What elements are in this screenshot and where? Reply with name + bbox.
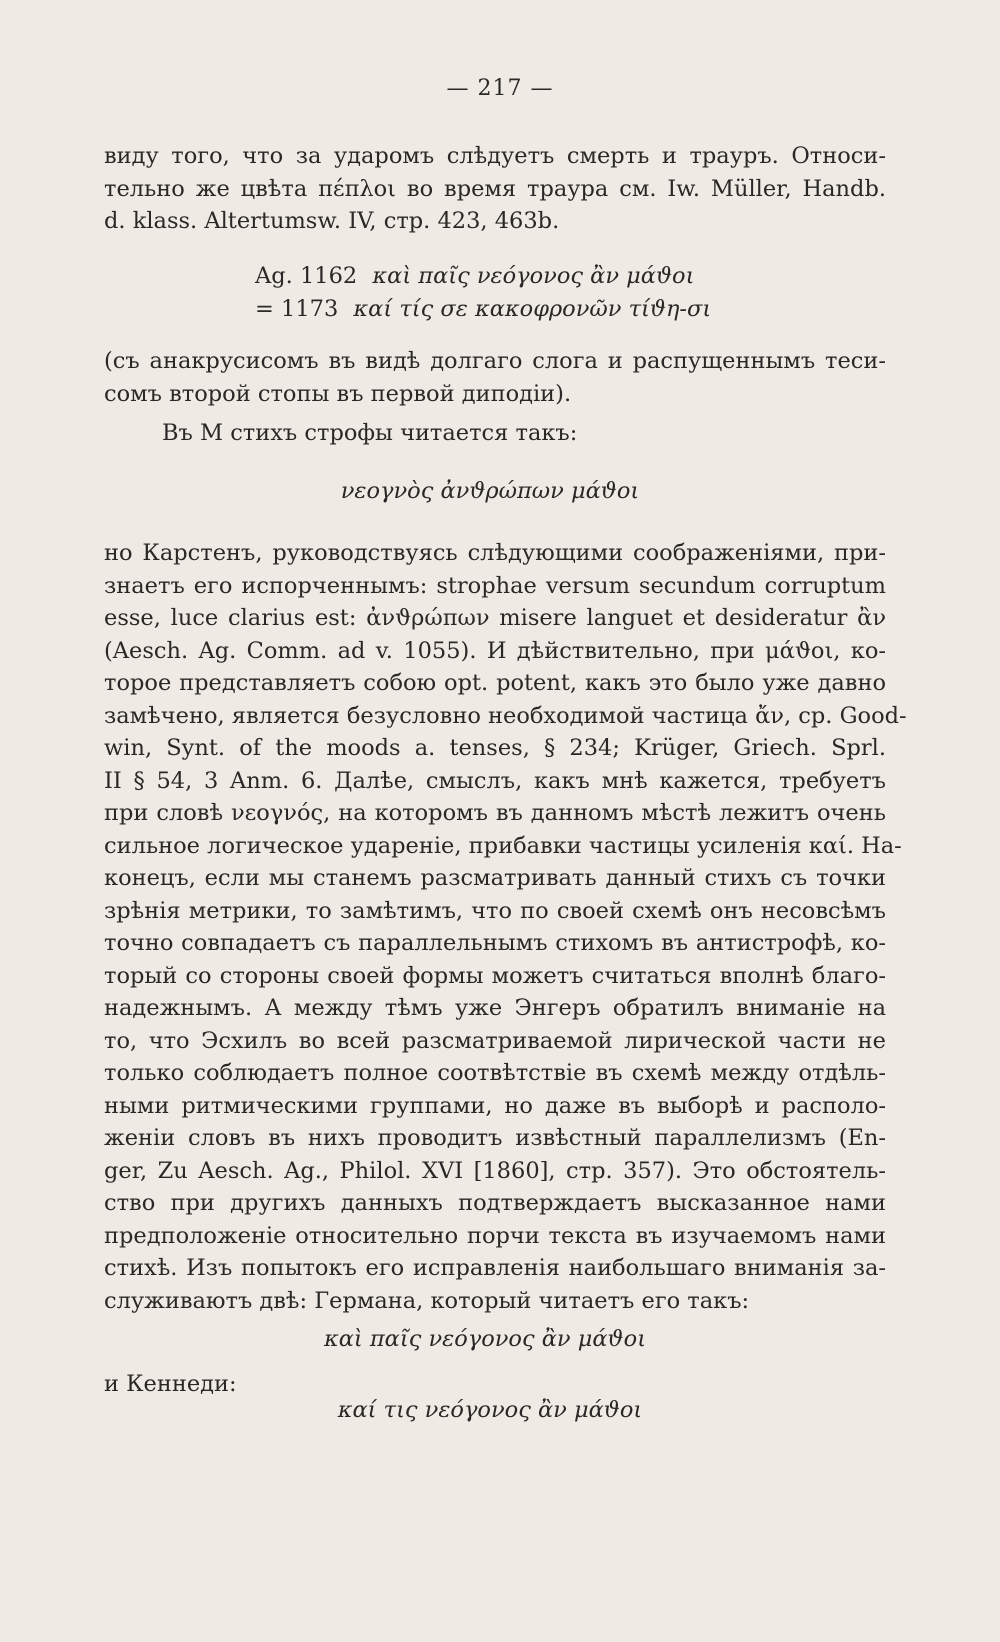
greek-text: καὶ παῖς νεόγονος ἂν μάϑοι [372,263,695,289]
paragraph-1 [104,140,886,238]
text-line: esse, luce clarius est: ἀνϑρώπων misere languet et desideratur ἂν [104,605,886,631]
page-number: — 217 — [446,76,554,101]
greek-quote-1: νεογνὸς ἀνϑρώπων μάϑοι [340,478,640,504]
text-line: ство при другихъ данныхъ подтверждаетъ высказанное нами [104,1190,886,1216]
text-line: тельно же цвѣта πέπλοι во время траура см. Iw. Müller, Handb. [104,175,886,202]
text-line: торое представляетъ собою opt. potent, какъ это было уже давно [104,670,886,696]
text-line: женіи словъ въ нихъ проводитъ извѣстный параллелизмъ (En- [104,1125,886,1151]
text-line: d. klass. Altertumsw. IV, стр. 423, 463b. [104,208,560,234]
verse-ref: = 1173 [255,296,339,322]
text-line: при словѣ νεογνός, на которомъ въ данномъ мѣстѣ лежитъ очень [104,800,886,826]
text-line: конецъ, если мы станемъ разсматривать данный стихъ съ точки [104,865,886,891]
text-line: зрѣнія метрики, то замѣтимъ, что по своей схемѣ онъ несовсѣмъ [104,897,886,924]
text-line: и Кеннеди: [104,1371,237,1397]
text-line: виду того, что за ударомъ слѣдуетъ смерть и трауръ. Относи- [104,143,886,169]
greek-text: καί τίς σε κακοφρονῶν τίϑη-σι [353,296,712,322]
verse-line-2 [255,296,711,322]
text-line: торый со стороны своей формы можетъ считаться вполнѣ благо- [104,962,886,989]
text-line: то, что Эсхилъ во всей разсматриваемой лирической части не [104,1027,886,1054]
text-line: win, Synt. of the moods a. tenses, § 234; Krüger, Griech. Sprl. [104,735,886,761]
text-line: Въ M стихъ строфы читается такъ: [162,420,578,446]
text-line: ger, Zu Aesch. Ag., Philol. XVI [1860], стр. 357). Это обстоятель- [104,1157,886,1184]
text-line: сильное логическое удареніе, прибавки частицы усиленія καί. На- [104,832,902,859]
text-line: II § 54, 3 Anm. 6. Далѣе, смыслъ, какъ мнѣ кажется, требуетъ [104,767,886,794]
text-line: замѣчено, является безусловно необходимой частица ἄν, ср. Good- [104,702,907,729]
text-line: ными ритмическими группами, но даже въ выборѣ и располо- [104,1092,886,1119]
greek-quote-3: καί τις νεόγονος ἂν μάϑοι [337,1397,643,1423]
text-line: знаетъ его испорченнымъ: strophae versum secundum corruptum [104,572,886,599]
text-line: точно совпадаетъ съ параллельнымъ стихомъ въ антистрофѣ, ко- [104,930,886,956]
text-line: (съ анакрусисомъ въ видѣ долгаго слога и распущеннымъ теси- [104,348,886,374]
text-line: только соблюдаетъ полное соотвѣтствіе въ схемѣ между отдѣль- [104,1060,886,1086]
paragraph-4 [104,537,907,1317]
text-line: надежнымъ. А между тѣмъ уже Энгеръ обратилъ вниманіе на [104,995,886,1021]
text-line: предположеніе относительно порчи текста въ изучаемомъ нами [104,1222,886,1249]
text-line: но Карстенъ, руководствуясь слѣдующими соображеніями, при- [104,540,886,566]
greek-quote-2: καὶ παῖς νεόγονος ἂν μάϑοι [323,1326,647,1352]
text-line: служиваютъ двѣ: Германа, который читаетъ его такъ: [104,1287,750,1314]
paragraph-3 [104,417,886,450]
text-line: стихѣ. Изъ попытокъ его исправленія наибольшаго вниманія за- [104,1255,886,1281]
verse-line-1 [255,263,694,289]
text-line: сомъ второй стопы въ первой диподіи). [104,380,572,407]
verse-ref: Ag. 1162 [255,263,358,289]
paragraph-5 [104,1368,886,1401]
paragraph-2 [104,345,886,410]
text-line: (Aesch. Ag. Comm. ad v. 1055). И дѣйствительно, при μάϑοι, ко- [104,637,886,664]
